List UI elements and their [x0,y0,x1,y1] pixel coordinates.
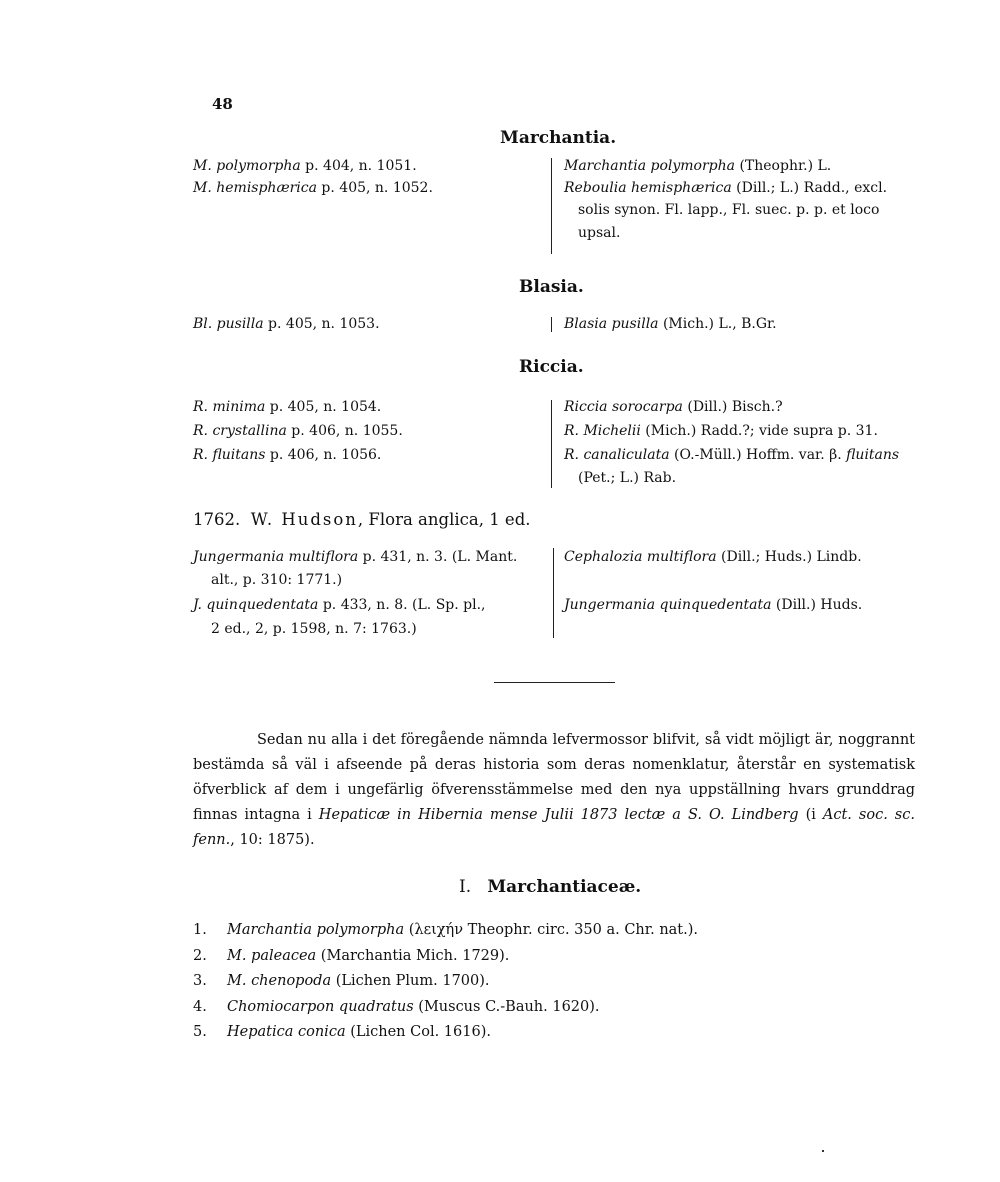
right-entry: R. Michelii (Mich.) Radd.?; vide supra p. 31. [564,423,878,439]
right-entry: Cephalozia multiflora (Dill.; Huds.) Lindb. [564,549,862,565]
section-heading: I. Marchantiaceæ. [459,877,642,897]
right-entry-continuation: solis synon. Fl. lapp., Fl. suec. p. p. et loco [578,202,880,218]
right-entry: Jungermania quinquedentata (Dill.) Huds. [564,597,863,613]
left-entry: J. quinquedentata p. 433, n. 8. (L. Sp. pl., [193,597,486,613]
list-item: 1. Marchantia polymorpha (λειχήν Theophr. circ. 350 a. Chr. nat.). [193,922,699,938]
left-entry: R. crystallina p. 406, n. 1055. [193,423,403,439]
column-divider [551,400,552,488]
left-entry: M. hemisphærica p. 405, n. 1052. [193,180,433,196]
list-item: 3. M. chenopoda (Lichen Plum. 1700). [193,973,490,989]
left-entry: M. polymorpha p. 404, n. 1051. [193,158,417,174]
left-entry-continuation: alt., p. 310: 1771.) [211,572,343,588]
left-entry: R. fluitans p. 406, n. 1056. [193,447,382,463]
column-divider [551,317,552,332]
body-paragraph: Sedan nu alla i det föregående nämnda lefvermossor blifvit, så vidt möjligt är, noggrannt bestämda så väl i afseende på deras historia som deras nomenklatur, återstår en systematisk öfverblick af dem i ungefärlig öfverensstämmelse med den nya uppställning hvars grunddrag finnas intagna i Hepaticæ in Hibernia mense Julii 1873 lectæ a S. O. Lindberg (i Act. soc. sc. fenn., 10: 1875). [193,732,915,848]
right-entry: Marchantia polymorpha (Theophr.) L. [564,158,832,174]
right-entry-continuation: upsal. [578,225,621,241]
left-entry: R. minima p. 405, n. 1054. [193,399,382,415]
right-entry-continuation: (Pet.; L.) Rab. [578,470,677,486]
left-entry: Jungermania multiflora p. 431, n. 3. (L. Mant. [193,549,518,565]
list-item: 5. Hepatica conica (Lichen Col. 1616). [193,1024,491,1040]
right-entry: Reboulia hemisphærica (Dill.; L.) Radd., excl. [564,180,888,196]
right-entry: Blasia pusilla (Mich.) L., B.Gr. [564,316,777,332]
species-list [193,918,698,1046]
heading-riccia: Riccia. [519,357,584,377]
page-number: 48 [212,95,233,113]
hudson-heading: 1762. W. Hudson, Flora anglica, 1 ed. [193,510,531,529]
heading-marchantia: Marchantia. [500,128,617,148]
left-entry-continuation: 2 ed., 2, p. 1598, n. 7: 1763.) [211,621,417,637]
list-item: 4. Chomiocarpon quadratus (Muscus C.-Bauh. 1620). [193,998,600,1015]
right-entry: Riccia sorocarpa (Dill.) Bisch.? [564,399,783,415]
left-entry: Bl. pusilla p. 405, n. 1053. [193,316,380,332]
separator-rule [494,682,615,683]
right-entry: R. canaliculata (O.-Müll.) Hoffm. var. β. fluitans [564,447,900,463]
list-item: 2. M. paleacea (Marchantia Mich. 1729). [193,947,510,964]
column-divider [551,158,552,254]
page-speck [822,1150,824,1152]
column-divider [553,548,554,638]
heading-blasia: Blasia. [519,277,584,297]
